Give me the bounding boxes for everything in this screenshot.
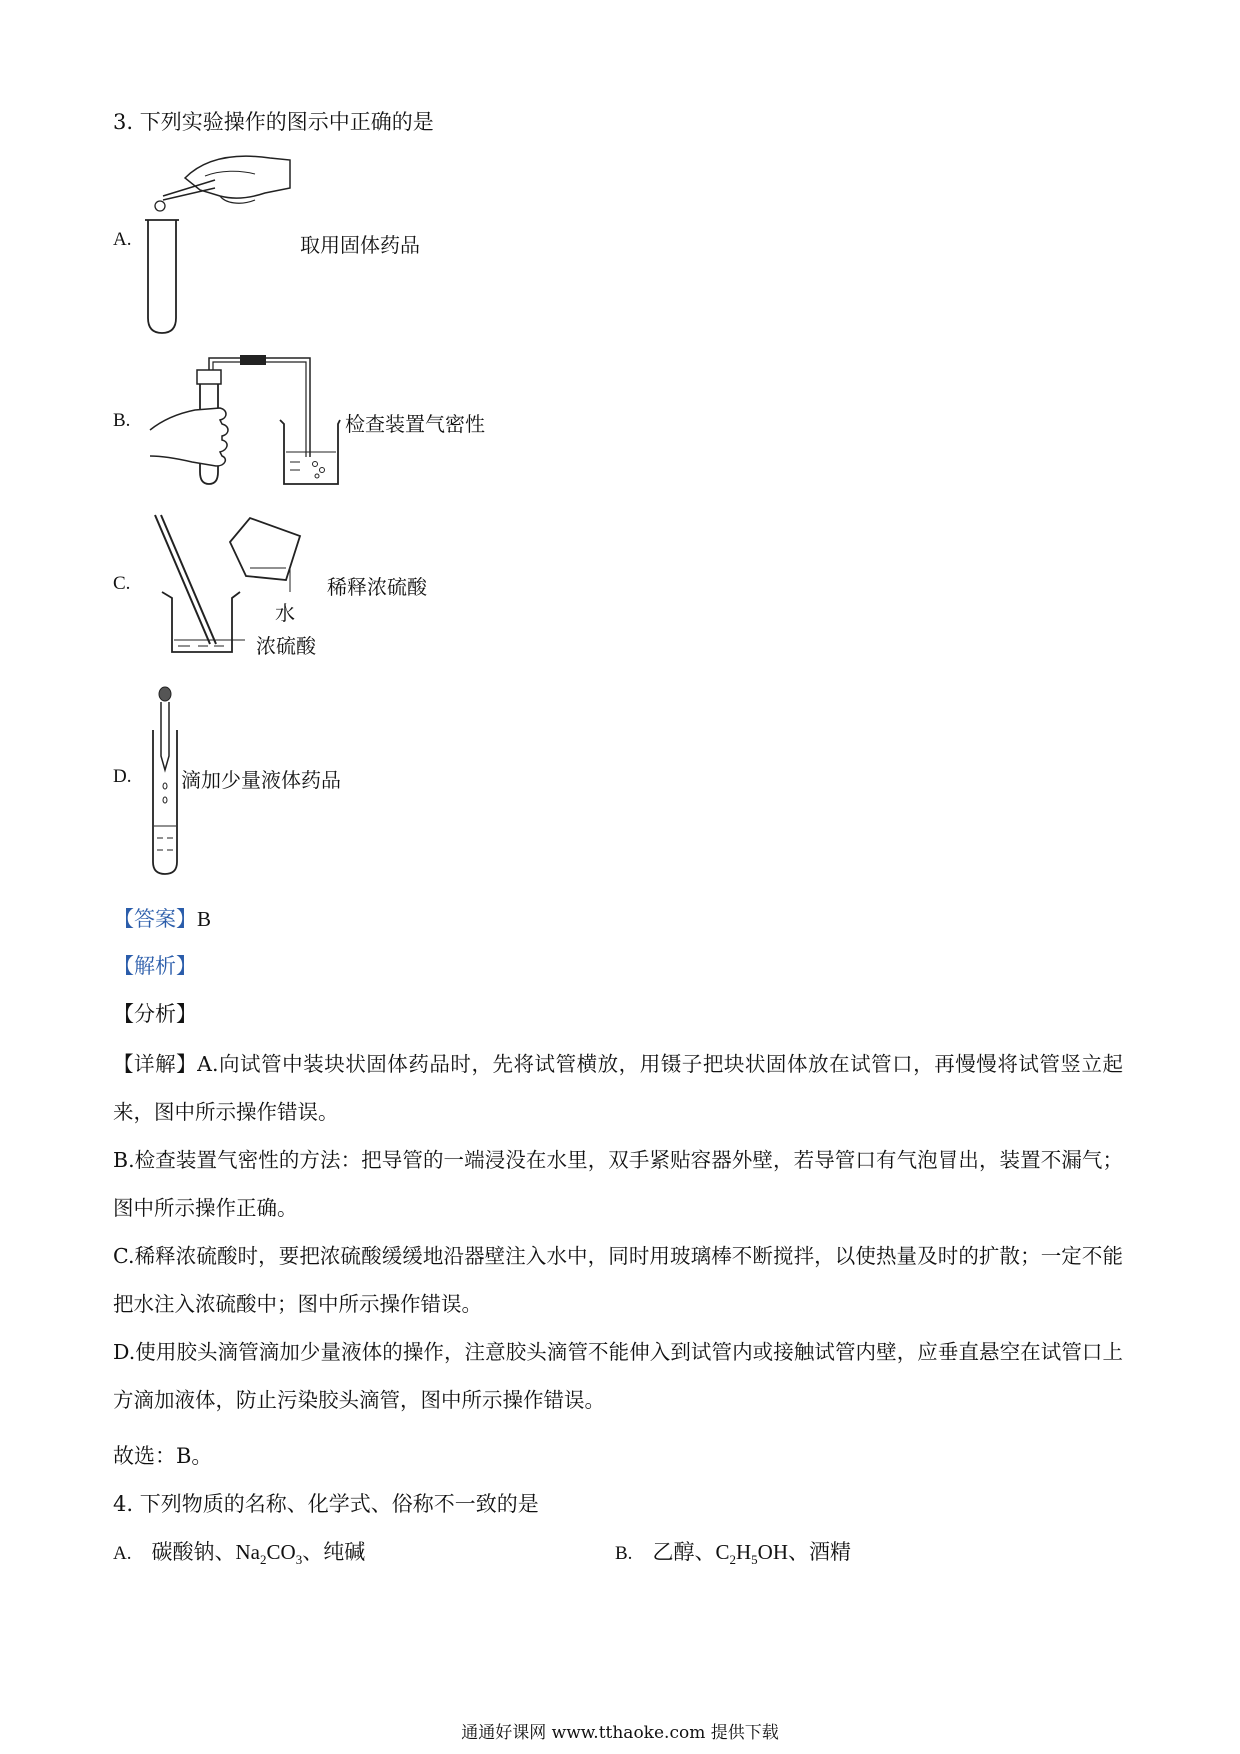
option-a-letter: A.: [113, 229, 132, 250]
q4-option-b-formula: $C_2H_5OH$: [715, 1540, 788, 1568]
option-c-letter: C.: [113, 573, 131, 594]
rubber-stopper: [197, 370, 221, 384]
option-c-caption: 稀释浓硫酸: [327, 575, 427, 599]
detail-tag: 【详解】: [113, 1052, 198, 1076]
question-4-stem: 4. 下列物质的名称、化学式、俗称不一致的是: [113, 1492, 539, 1516]
page-footer: 通通好课网 www.tthaoke.com 提供下载: [461, 1723, 779, 1743]
dropper-bulb: [159, 687, 171, 701]
glass-rod: [155, 515, 210, 644]
option-a-caption: 取用固体药品: [300, 233, 420, 257]
hand-shape: [150, 408, 228, 466]
q4-option-b: [615, 1536, 851, 1568]
detail-d-paragraph: D.使用胶头滴管滴加少量液体的操作，注意胶头滴管不能伸入到试管内或接触试管内壁，应垂直悬空在试管口上方滴加液体，防止污染胶头滴管，图中所示操作错误。: [113, 1340, 1123, 1412]
dropper-figure: [150, 686, 180, 876]
fenxi-tag: 【分析】: [113, 1002, 197, 1026]
solid-reagent-figure: [145, 148, 295, 333]
q4-option-a: [113, 1536, 365, 1568]
answer-tag: 【答案】: [113, 907, 197, 931]
analysis-tag: 【解析】: [113, 954, 197, 978]
question-3-stem: 3. 下列实验操作的图示中正确的是: [113, 110, 434, 134]
acid-label: 浓硫酸: [256, 634, 316, 658]
conclusion: 故选：B。: [113, 1444, 213, 1468]
answer-line: [113, 903, 211, 933]
water-label: 水: [275, 601, 295, 625]
option-d-caption: 滴加少量液体药品: [181, 768, 341, 792]
detail-a-text: A.向试管中装块状固体药品时，先将试管横放，用镊子把块状固体放在试管口，再慢慢将试管竖立起来，图中所示操作错误。: [113, 1052, 1124, 1124]
option-d-letter: D.: [113, 766, 132, 787]
q4-option-a-letter: A.: [113, 1543, 132, 1564]
airtightness-check-figure: [150, 352, 340, 490]
q4-option-a-alias: 、纯碱: [302, 1540, 366, 1564]
q4-option-a-name: 碳酸钠、: [151, 1540, 236, 1564]
solid-particle: [155, 201, 165, 211]
detail-a-paragraph: [113, 1040, 1123, 1136]
test-tube: [148, 220, 176, 333]
q4-option-b-letter: B.: [615, 1543, 633, 1564]
option-b-letter: B.: [113, 410, 131, 431]
q4-option-a-formula: $Na_2CO_3$: [235, 1540, 303, 1568]
answer-value: B: [197, 907, 212, 931]
q4-option-b-alias: 、酒精: [788, 1540, 851, 1564]
test-tube: [153, 730, 177, 874]
q4-option-b-name: 乙醇、: [652, 1540, 716, 1564]
option-b-caption: 检查装置气密性: [345, 412, 485, 436]
dropper-tube: [161, 702, 169, 770]
detail-c-paragraph: C.稀释浓硫酸时，要把浓硫酸缓缓地沿器壁注入水中，同时用玻璃棒不断搅拌，以使热量及时的扩散；一定不能把水注入浓硫酸中；图中所示操作错误。: [113, 1244, 1123, 1316]
detail-b-paragraph: B.检查装置气密性的方法：把导管的一端浸没在水里，双手紧贴容器外壁，若导管口有气泡冒出，装置不漏气；图中所示操作正确。: [113, 1148, 1123, 1220]
